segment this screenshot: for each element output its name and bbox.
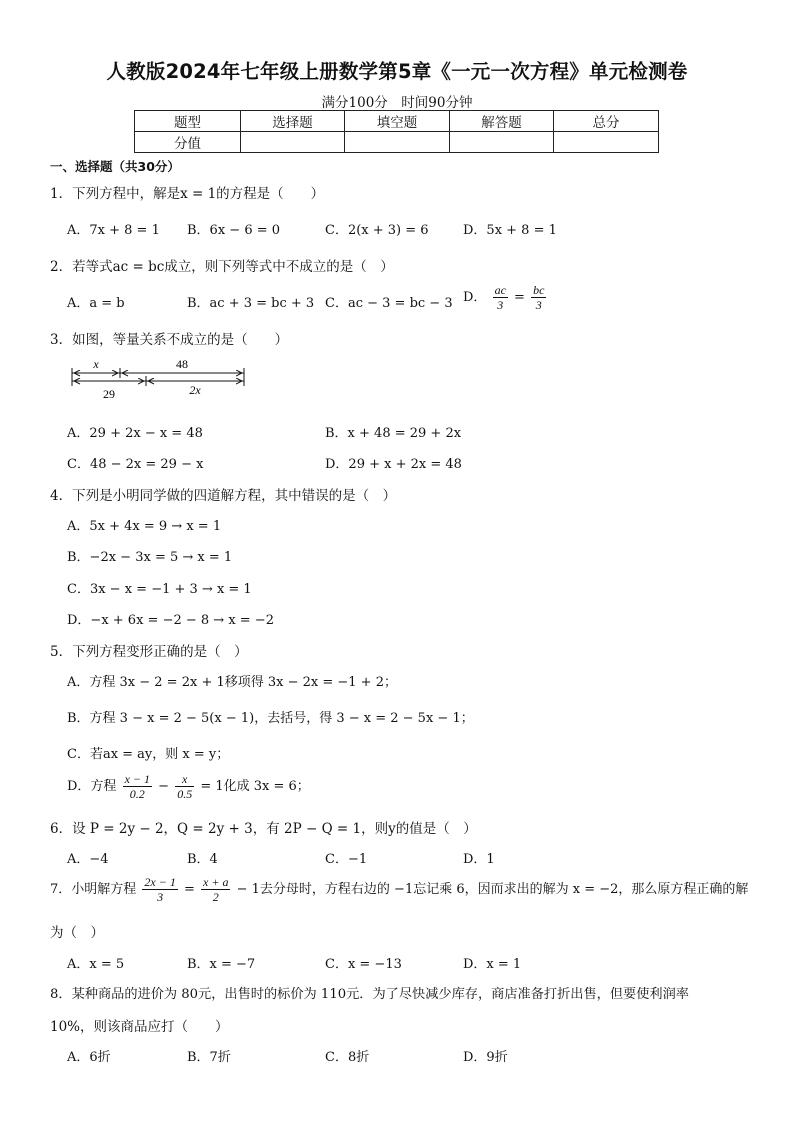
q8-option-c[interactable]: C．8折 xyxy=(325,1050,370,1065)
question-7-stem xyxy=(50,875,748,904)
q4-option-a[interactable]: A．5x + 4x = 9 → x = 1 xyxy=(67,519,222,534)
score-value-cell[interactable] xyxy=(241,132,345,153)
diagram-label-2x: 2x xyxy=(189,383,201,397)
q2-option-b[interactable]: B．ac + 3 = bc + 3 xyxy=(187,296,315,311)
fraction-denominator: 3 xyxy=(497,298,504,312)
q4-option-d[interactable]: D．−x + 6x = −2 − 8 → x = −2 xyxy=(67,613,274,628)
q7-option-d[interactable]: D．x = 1 xyxy=(463,957,522,972)
q3-option-a[interactable]: A．29 + 2x − x = 48 xyxy=(67,426,203,441)
q5-option-b[interactable]: B．方程 3 − x = 2 − 5(x − 1)，去括号，得 3 − x = 2 − 5x − 1； xyxy=(67,711,474,726)
q8-option-d[interactable]: D．9折 xyxy=(463,1050,508,1065)
score-value-cell[interactable] xyxy=(554,132,659,153)
fraction-denominator: 3 xyxy=(535,298,542,312)
q3-option-d[interactable]: D．29 + x + 2x = 48 xyxy=(325,457,462,472)
score-table xyxy=(134,110,659,153)
diagram-label-29: 29 xyxy=(103,387,115,401)
question-1-stem: 1．下列方程中，解是x = 1的方程是（ ） xyxy=(50,186,325,202)
equals-sign: = xyxy=(514,290,525,305)
score-header-cell: 题型 xyxy=(135,111,241,132)
q2-option-d[interactable] xyxy=(463,283,548,312)
q2-option-c[interactable]: C．ac − 3 = bc − 3 xyxy=(325,296,453,311)
q8-option-b[interactable]: B．7折 xyxy=(187,1050,231,1065)
fraction-denominator: 2 xyxy=(212,890,219,904)
question-8-stem: 8．某种商品的进价为 80元，出售时的标价为 110元．为了尽快减少库存，商店准备打折出售，但要使利润率 xyxy=(50,987,689,1002)
q1-option-a[interactable]: A．7x + 8 = 1 xyxy=(67,223,160,238)
fraction-numerator: 2x − 1 xyxy=(144,875,176,889)
fraction-denominator: 3 xyxy=(157,890,164,904)
score-table-header-row xyxy=(135,111,659,132)
fraction-right xyxy=(531,283,546,312)
score-value-cell[interactable] xyxy=(345,132,450,153)
diagram-label-48: 48 xyxy=(176,357,188,371)
q5-option-a[interactable]: A．方程 3x − 2 = 2x + 1移项得 3x − 2x = −1 + 2； xyxy=(67,675,397,690)
question-3-stem: 3．如图，等量关系不成立的是（ ） xyxy=(50,332,289,348)
q7-option-b[interactable]: B．x = −7 xyxy=(187,957,256,972)
q8-option-a[interactable]: A．6折 xyxy=(67,1050,111,1065)
q5-option-d-suffix: = 1化成 3x = 6； xyxy=(200,779,310,794)
score-header-cell: 总分 xyxy=(554,111,659,132)
equals-sign: = xyxy=(184,882,195,897)
q6-option-b[interactable]: B．4 xyxy=(187,852,218,867)
fraction-first xyxy=(123,772,152,801)
fraction-numerator: ac xyxy=(494,283,506,297)
exam-subtitle: 满分100分 时间90分钟 xyxy=(321,95,473,111)
q2-option-a[interactable]: A．a = b xyxy=(67,296,125,311)
minus-sign: − xyxy=(158,779,170,794)
q7-option-c[interactable]: C．x = −13 xyxy=(325,957,402,972)
fraction-right xyxy=(201,875,230,904)
diagram-label-x: x xyxy=(93,357,99,371)
segment-diagram xyxy=(66,356,256,406)
fraction-left xyxy=(493,283,508,312)
q7-option-a[interactable]: A．x = 5 xyxy=(67,957,125,972)
q1-option-b[interactable]: B．6x − 6 = 0 xyxy=(187,223,281,238)
fraction-numerator: bc xyxy=(533,283,545,297)
q4-option-c[interactable]: C．3x − x = −1 + 3 → x = 1 xyxy=(67,582,252,597)
fraction-denominator: 0.2 xyxy=(129,787,145,801)
score-value-cell[interactable] xyxy=(450,132,554,153)
score-row-label: 分值 xyxy=(135,132,241,153)
q3-option-c[interactable]: C．48 − 2x = 29 − x xyxy=(67,457,204,472)
q2-option-d-label: D． xyxy=(463,290,487,305)
score-header-cell: 填空题 xyxy=(345,111,450,132)
exam-title: 人教版2024年七年级上册数学第5章《一元一次方程》单元检测卷 xyxy=(106,60,688,83)
q6-option-d[interactable]: D．1 xyxy=(463,852,495,867)
q5-option-c[interactable]: C．若ax = ay，则 x = y； xyxy=(67,747,230,762)
q1-option-d[interactable]: D．5x + 8 = 1 xyxy=(463,223,557,238)
q6-option-a[interactable]: A．−4 xyxy=(67,852,109,867)
score-header-cell: 解答题 xyxy=(450,111,554,132)
q1-option-c[interactable]: C．2(x + 3) = 6 xyxy=(325,223,429,238)
q4-option-b[interactable]: B．−2x − 3x = 5 → x = 1 xyxy=(67,550,233,565)
fraction-numerator: x + a xyxy=(203,875,229,889)
q6-option-c[interactable]: C．−1 xyxy=(325,852,368,867)
score-table-value-row xyxy=(135,132,659,153)
question-7-line2: 为（ ） xyxy=(50,925,104,941)
q7-suffix: − 1去分母时，方程右边的 −1忘记乘 6，因而求出的解为 x = −2，那么原方程正确的解 xyxy=(236,882,749,897)
fraction-numerator: x xyxy=(175,772,194,787)
q5-option-d-prefix: D．方程 xyxy=(67,779,117,794)
question-4-stem: 4．下列是小明同学做的四道解方程，其中错误的是（ ） xyxy=(50,488,397,504)
question-2-stem: 2．若等式ac = bc成立，则下列等式中不成立的是（ ） xyxy=(50,259,394,275)
fraction-second xyxy=(175,772,194,801)
section-heading-choice: 一、选择题（共30分） xyxy=(50,159,180,174)
question-6-stem: 6．设 P = 2y − 2，Q = 2y + 3，有 2P − Q = 1，则y的值是（ ） xyxy=(50,821,477,837)
q5-option-d[interactable] xyxy=(67,772,310,801)
score-header-cell: 选择题 xyxy=(241,111,345,132)
fraction-denominator: 0.5 xyxy=(177,787,193,801)
question-5-stem: 5．下列方程变形正确的是（ ） xyxy=(50,644,248,660)
question-8-line2: 10%，则该商品应打（ ） xyxy=(50,1019,229,1035)
fraction-numerator: x − 1 xyxy=(124,772,151,786)
fraction-left xyxy=(142,875,177,904)
q3-option-b[interactable]: B．x + 48 = 29 + 2x xyxy=(325,426,462,441)
q7-prefix: 7．小明解方程 xyxy=(50,882,137,897)
